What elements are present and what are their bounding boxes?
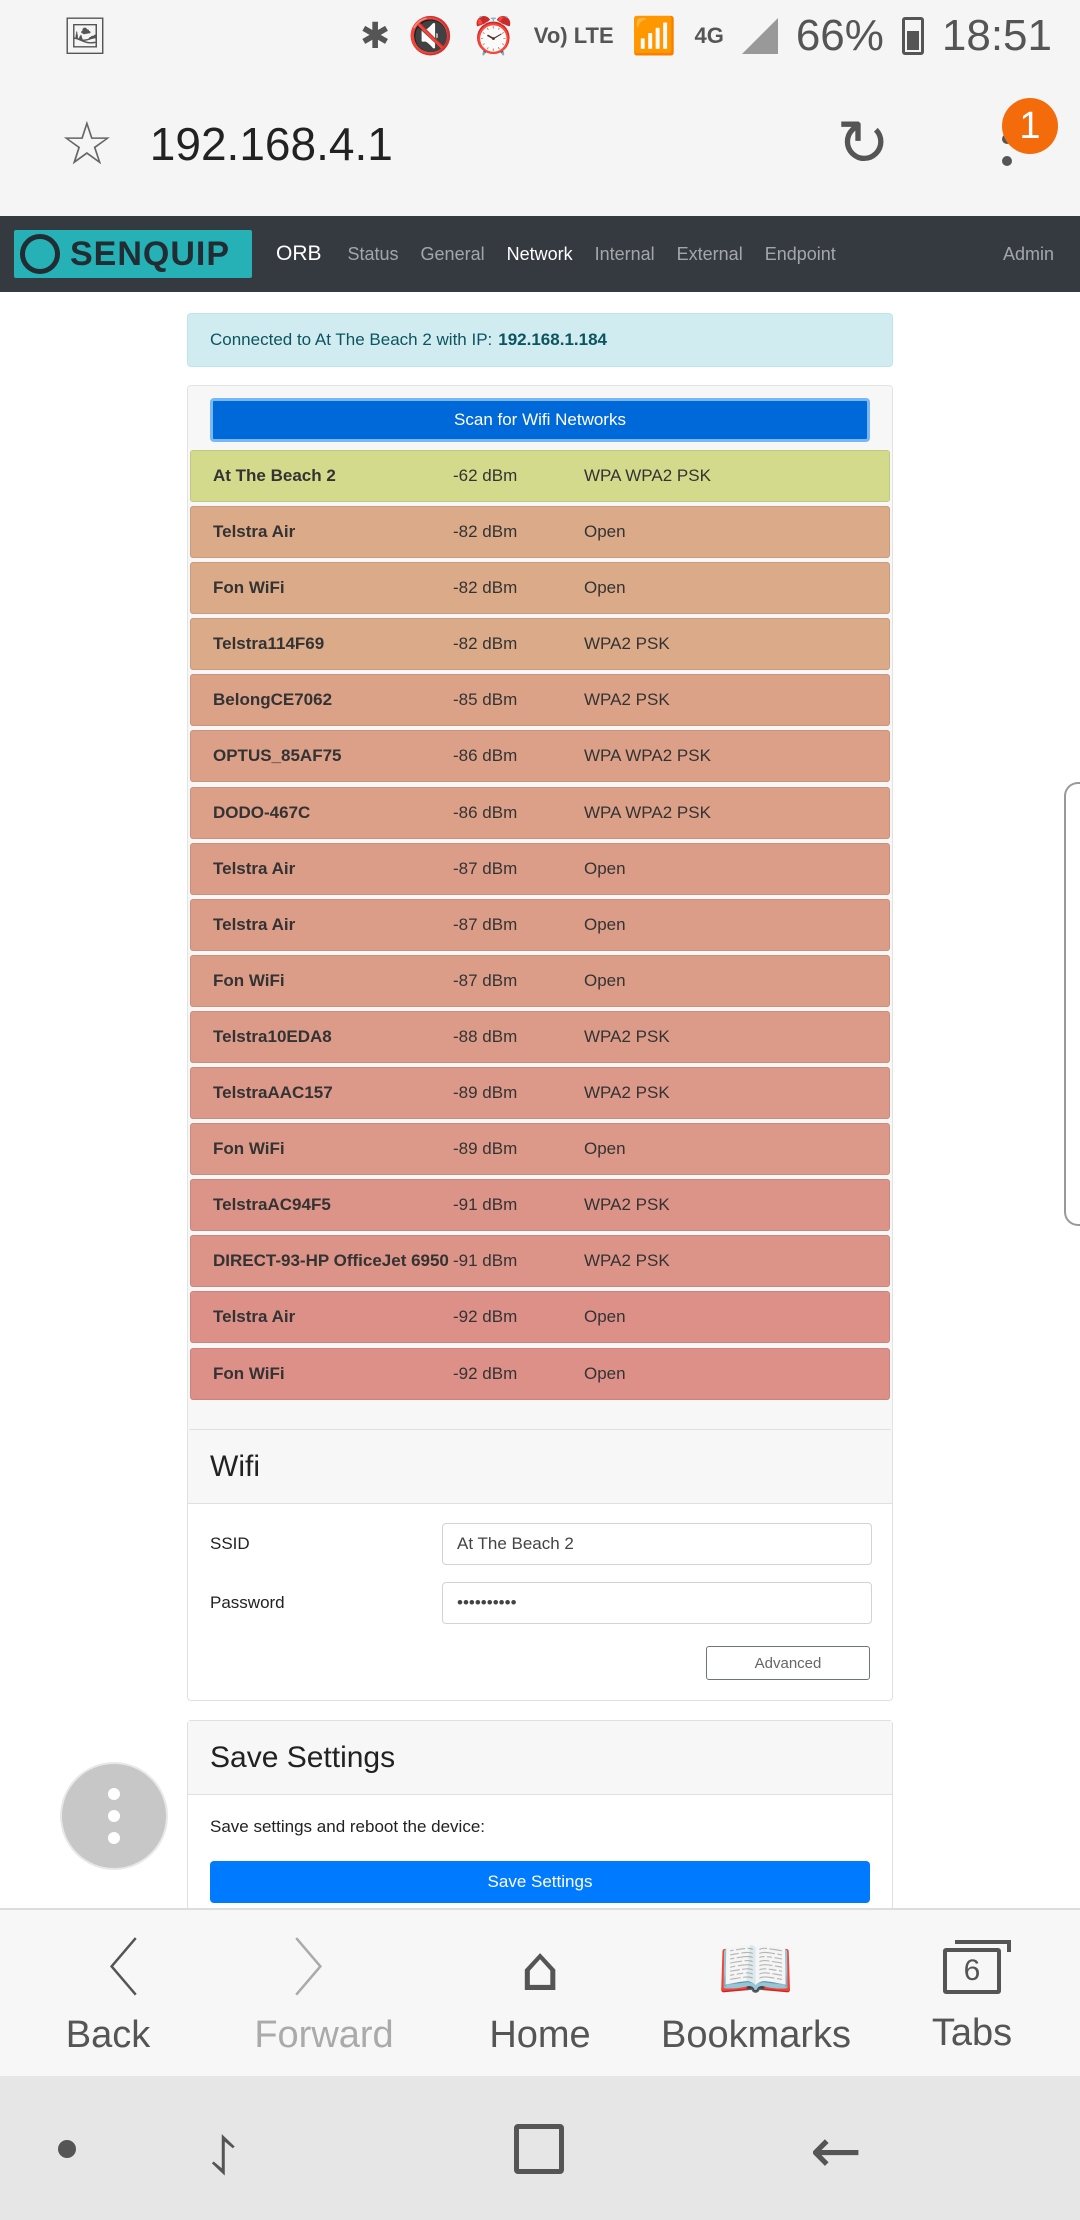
home-label: Home: [489, 2013, 591, 2056]
network-row[interactable]: [190, 787, 890, 839]
alarm-icon: ⏰: [470, 16, 516, 57]
network-ssid: Telstra114F69: [213, 634, 325, 654]
network-ssid: BelongCE7062: [213, 690, 333, 710]
back-label: Back: [65, 2013, 151, 2056]
network-ssid: OPTUS_85AF75: [213, 746, 342, 766]
bookmarks-label: Bookmarks: [660, 2013, 852, 2056]
network-security: WPA2 PSK: [584, 1251, 670, 1271]
network-security: WPA2 PSK: [584, 1195, 670, 1215]
network-security: Open: [584, 1139, 626, 1159]
wifi-card-title: Wifi: [188, 1430, 892, 1504]
network-row[interactable]: [190, 674, 890, 726]
alert-ip: 192.168.1.184: [498, 330, 607, 349]
network-row[interactable]: [190, 450, 890, 502]
volte-label: Vo) LTE: [533, 23, 614, 48]
chevron-left-icon: 〈: [76, 1931, 139, 2005]
wifi-icon: 📶: [631, 16, 677, 57]
signal-icon: [742, 18, 778, 54]
ssid-row: [210, 1523, 872, 1565]
network-security: WPA2 PSK: [584, 690, 670, 710]
mute-icon: 🔇: [408, 16, 453, 57]
network-ssid: TelstraAAC157: [213, 1083, 333, 1103]
forward-label: Forward: [254, 2013, 394, 2056]
network-ssid: Fon WiFi: [213, 578, 285, 598]
page-content: [0, 292, 1080, 1908]
nav-link-general[interactable]: General: [420, 243, 485, 264]
network-rssi: -82 dBm: [453, 634, 518, 654]
network-ssid: Fon WiFi: [213, 1139, 285, 1159]
network-ssid: Telstra Air: [213, 1307, 296, 1327]
book-icon: 📖: [717, 1931, 795, 2005]
nav-link-internal[interactable]: Internal: [594, 243, 655, 264]
network-row[interactable]: [190, 899, 890, 951]
floating-menu-button[interactable]: [60, 1762, 168, 1870]
navbar-brand[interactable]: ORB: [276, 242, 322, 265]
network-security: WPA2 PSK: [584, 634, 670, 654]
url-field[interactable]: 192.168.4.1: [149, 118, 393, 170]
network-rssi: -89 dBm: [453, 1083, 518, 1103]
save-card-title: Save Settings: [188, 1721, 892, 1795]
network-ssid: Telstra Air: [213, 858, 296, 878]
network-row[interactable]: [190, 1179, 890, 1231]
network-row[interactable]: [190, 1123, 890, 1175]
network-security: WPA2 PSK: [584, 1026, 670, 1046]
system-back-icon[interactable]: ←: [810, 2114, 862, 2187]
notification-badge: 1: [1002, 98, 1058, 154]
network-row[interactable]: [190, 1348, 890, 1400]
network-security: WPA WPA2 PSK: [584, 746, 711, 766]
home-button[interactable]: [432, 1910, 648, 2076]
network-row[interactable]: [190, 1067, 890, 1119]
bookmarks-button[interactable]: [648, 1910, 864, 2076]
wifi-card: [187, 1429, 893, 1701]
network-rssi: -92 dBm: [453, 1307, 518, 1327]
save-description: Save settings and reboot the device:: [210, 1817, 486, 1836]
logo-mark-icon: [20, 234, 60, 274]
network-row[interactable]: [190, 618, 890, 670]
bookmark-star-icon[interactable]: ☆: [60, 109, 114, 179]
network-security: WPA WPA2 PSK: [584, 466, 711, 485]
tabs-icon: 6: [943, 1948, 1001, 1994]
browser-toolbar: [0, 1908, 1080, 2076]
bluetooth-icon: ✱: [359, 15, 391, 57]
network-ssid: Fon WiFi: [213, 1363, 285, 1383]
advanced-button[interactable]: Advanced: [706, 1646, 870, 1680]
browser-menu-button[interactable]: [990, 94, 1041, 194]
nav-link-network[interactable]: Network: [506, 243, 573, 264]
network-rssi: -86 dBm: [453, 802, 518, 822]
network-row[interactable]: [190, 955, 890, 1007]
nav-link-external[interactable]: External: [676, 243, 743, 264]
network-ssid: TelstraAC94F5: [213, 1195, 331, 1215]
network-rssi: -91 dBm: [453, 1251, 518, 1271]
battery-percent: 66%: [795, 11, 884, 60]
network-security: WPA2 PSK: [584, 1083, 670, 1103]
network-security: Open: [584, 1307, 626, 1327]
network-rssi: -89 dBm: [453, 1139, 518, 1159]
reload-icon[interactable]: ↻: [836, 107, 890, 181]
ssid-label: SSID: [210, 1534, 250, 1553]
network-rssi: -87 dBm: [453, 858, 518, 878]
connection-alert: [187, 313, 893, 367]
network-row[interactable]: [190, 506, 890, 558]
logo-text: SENQUIP: [70, 234, 231, 273]
network-row[interactable]: [190, 1235, 890, 1287]
tabs-label: Tabs: [931, 2011, 1013, 2054]
password-row: [210, 1582, 872, 1624]
fab-dot: [108, 1832, 120, 1844]
network-ssid: Fon WiFi: [213, 970, 285, 990]
nav-dot-icon[interactable]: [58, 2140, 76, 2158]
gallery-icon: 🖼: [62, 16, 108, 57]
network-rssi: -85 dBm: [453, 690, 518, 710]
fab-dot: [108, 1810, 120, 1822]
site-navbar: [0, 216, 1080, 292]
battery-icon: [902, 17, 924, 55]
fab-dot: [108, 1788, 120, 1800]
back-button[interactable]: [0, 1910, 216, 2076]
url-bar: [0, 72, 1080, 216]
save-settings-button[interactable]: Save Settings: [210, 1861, 870, 1903]
network-rssi: -88 dBm: [453, 1026, 518, 1046]
scan-wifi-button[interactable]: Scan for Wifi Networks: [210, 398, 870, 442]
home-square-icon[interactable]: [514, 2124, 564, 2174]
network-row[interactable]: [190, 1291, 890, 1343]
edge-panel-handle[interactable]: [1064, 782, 1080, 1226]
network-row[interactable]: [190, 1011, 890, 1063]
network-rssi: -87 dBm: [453, 914, 518, 934]
forward-button[interactable]: [216, 1910, 432, 2076]
senquip-logo[interactable]: [14, 230, 252, 278]
network-security: Open: [584, 970, 626, 990]
network-rssi: -62 dBm: [453, 466, 518, 485]
network-row[interactable]: [190, 562, 890, 614]
chevron-right-icon: 〉: [292, 1931, 355, 2005]
network-ssid: Telstra10EDA8: [213, 1026, 332, 1046]
password-label: Password: [210, 1593, 285, 1612]
nav-link-admin[interactable]: Admin: [1002, 243, 1054, 264]
network-security: WPA WPA2 PSK: [584, 802, 711, 822]
network-security: Open: [584, 578, 626, 598]
system-nav-bar: [0, 2076, 1080, 2220]
network-ssid: Telstra Air: [213, 914, 296, 934]
network-rssi: -82 dBm: [453, 578, 518, 598]
network-list: [190, 450, 890, 1404]
network-rssi: -91 dBm: [453, 1195, 518, 1215]
clock: 18:51: [941, 11, 1052, 60]
network-ssid: At The Beach 2: [213, 466, 336, 485]
network-ssid: DIRECT-93-HP OfficeJet 6950: [213, 1251, 449, 1271]
tabs-button[interactable]: [864, 1910, 1080, 2076]
network-rssi: -92 dBm: [453, 1363, 518, 1383]
network-security: Open: [584, 522, 626, 542]
network-security: Open: [584, 914, 626, 934]
nav-link-status[interactable]: Status: [347, 243, 399, 264]
network-ssid: DODO-467C: [213, 802, 311, 822]
network-row[interactable]: [190, 730, 890, 782]
home-icon: ⌂: [520, 1931, 560, 2005]
network-rssi: -82 dBm: [453, 522, 518, 542]
network-rssi: -87 dBm: [453, 970, 518, 990]
network-rssi: -86 dBm: [453, 746, 518, 766]
scan-card: [187, 385, 893, 1504]
network-row[interactable]: [190, 843, 890, 895]
network-security: Open: [584, 1363, 626, 1383]
password-input[interactable]: ••••••••••: [442, 1582, 872, 1624]
network-ssid: Telstra Air: [213, 522, 296, 542]
status-bar: [0, 0, 1080, 72]
nav-link-endpoint[interactable]: Endpoint: [764, 243, 836, 264]
alert-text: Connected to At The Beach 2 with IP:: [210, 330, 493, 349]
network-security: Open: [584, 858, 626, 878]
recent-apps-icon[interactable]: ⥌: [210, 2122, 237, 2187]
ssid-input[interactable]: At The Beach 2: [442, 1523, 872, 1565]
network-type-label: 4G: [694, 23, 724, 48]
save-settings-card: [187, 1720, 893, 1908]
